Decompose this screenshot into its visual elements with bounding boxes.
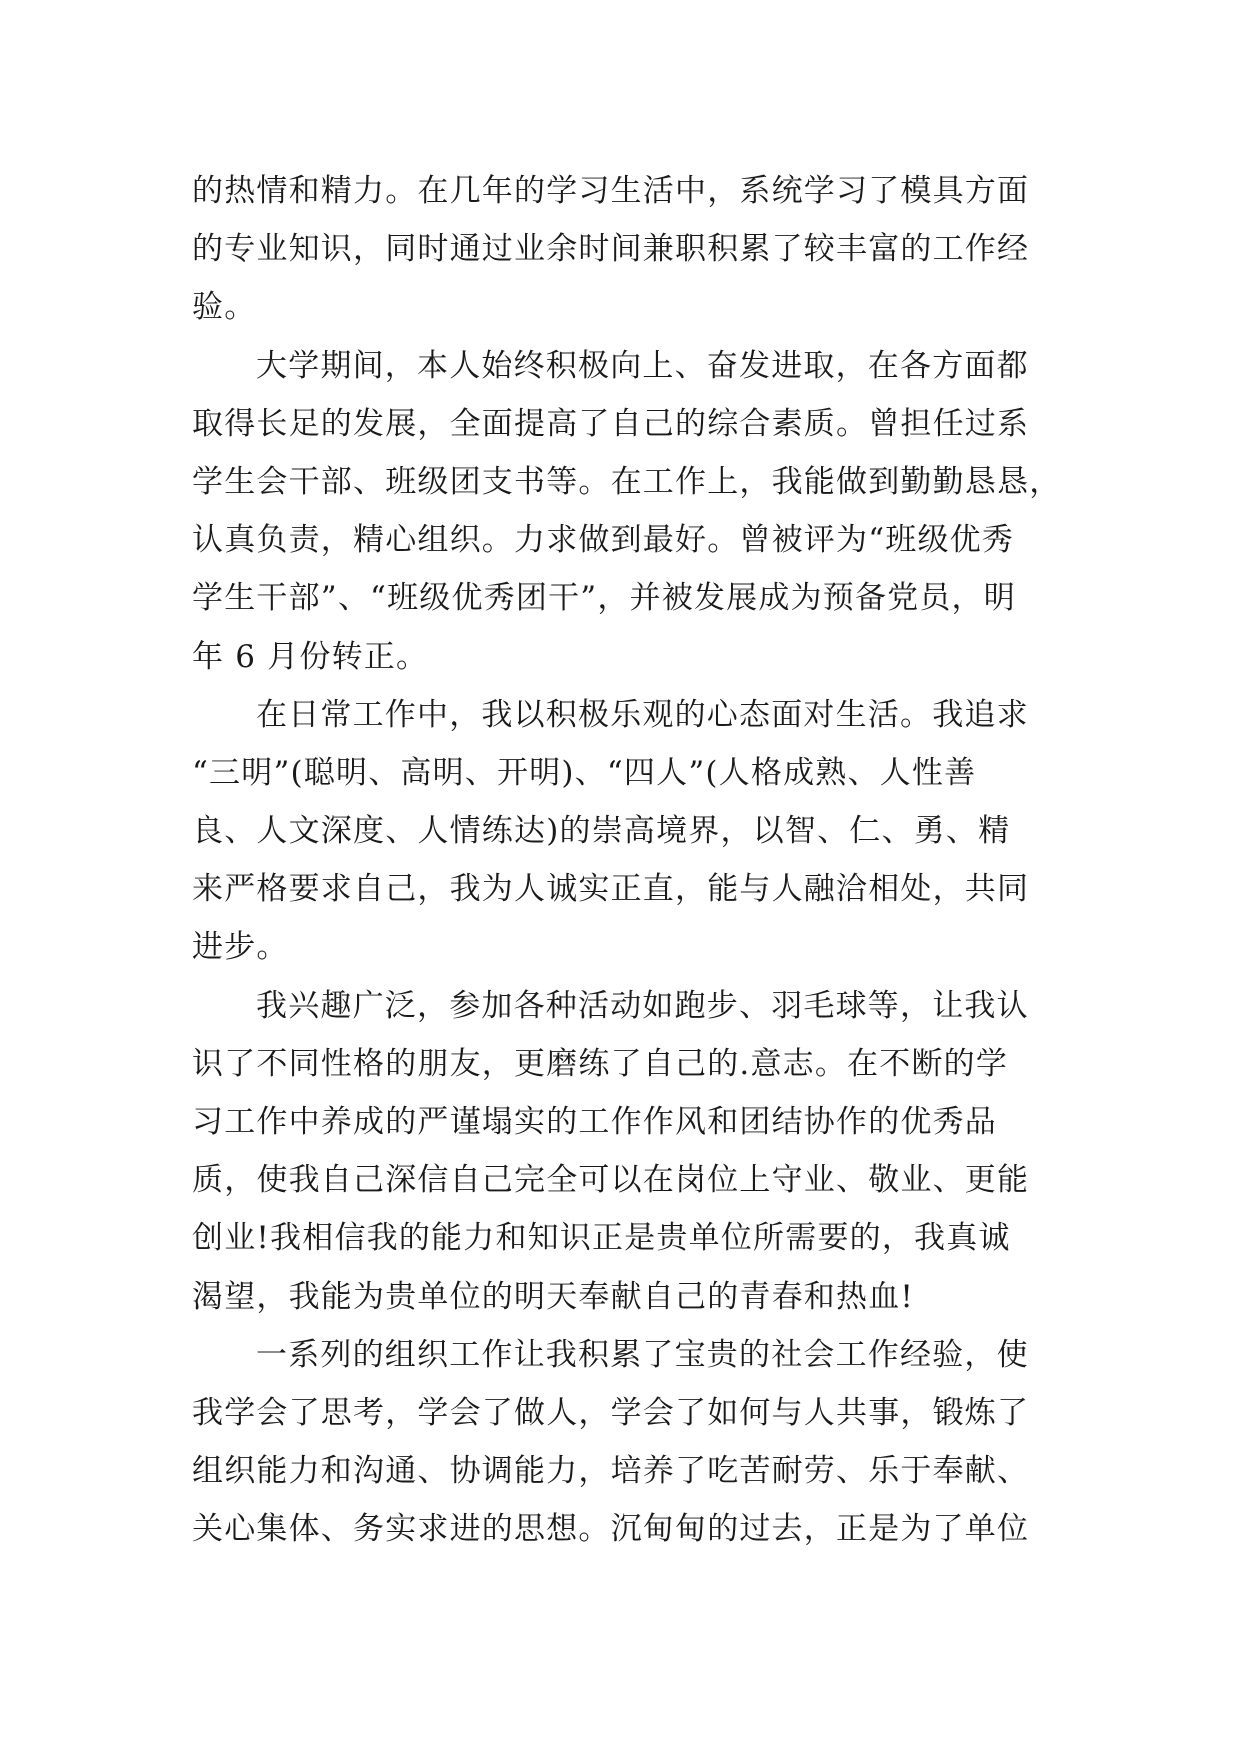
text-line: 创业!我相信我的能力和知识正是贵单位所需要的，我真诚 [192, 1220, 1011, 1257]
text-line: 进步。 [192, 929, 289, 966]
text-line: 质，使我自己深信自己完全可以在岗位上守业、敬业、更能 [192, 1162, 1030, 1199]
text-line: 年 6 月份转正。 [192, 638, 429, 675]
text-line: “三明”(聪明、高明、开明)、“四人”(人格成熟、人性善 [192, 754, 977, 791]
text-line: 取得长足的发展，全面提高了自己的综合素质。曾担任过系 [192, 405, 1030, 442]
text-line: 学生干部”、“班级优秀团干”，并被发展成为预备党员，明 [192, 580, 1016, 617]
text-line: 认真负责，精心组织。力求做到最好。曾被评为“班级优秀 [192, 522, 1015, 559]
text-line: 的专业知识，同时通过业余时间兼职积累了较丰富的工作经 [192, 231, 1030, 268]
paragraph-start-line: 我兴趣广泛，参加各种活动如跑步、羽毛球等，让我认 [256, 987, 1029, 1024]
text-line: 识了不同性格的朋友，更磨练了自己的.意志。在不断的学 [192, 1045, 1009, 1082]
text-line: 学生会干部、班级团支书等。在工作上，我能做到勤勤恳恳， [192, 463, 1062, 500]
body-text [192, 162, 1062, 1559]
text-line: 良、人文深度、人情练达)的崇高境界，以智、仁、勇、精 [192, 813, 1011, 850]
text-line: 关心集体、务实求进的思想。沉甸甸的过去，正是为了单位 [192, 1511, 1030, 1548]
text-line: 验。 [192, 289, 257, 326]
text-line: 渴望，我能为贵单位的明天奉献自己的青春和热血! [192, 1278, 915, 1315]
text-line: 习工作中养成的严谨塌实的工作作风和团结协作的优秀品 [192, 1104, 997, 1140]
paragraph-start-line: 在日常工作中，我以积极乐观的心态面对生活。我追求 [256, 696, 1029, 733]
text-line: 组织能力和沟通、协调能力，培养了吃苦耐劳、乐于奉献、 [192, 1453, 1030, 1490]
text-line: 的热情和精力。在几年的学习生活中，系统学习了模具方面 [192, 173, 1030, 209]
paragraph-start-line: 一系列的组织工作让我积累了宝贵的社会工作经验，使 [256, 1336, 1029, 1373]
text-line: 我学会了思考，学会了做人，学会了如何与人共事，锻炼了 [192, 1394, 1030, 1431]
text-line: 来严格要求自己，我为人诚实正直，能与人融洽相处，共同 [192, 871, 1030, 908]
paragraph-start-line: 大学期间，本人始终积极向上、奋发进取，在各方面都 [256, 347, 1029, 384]
